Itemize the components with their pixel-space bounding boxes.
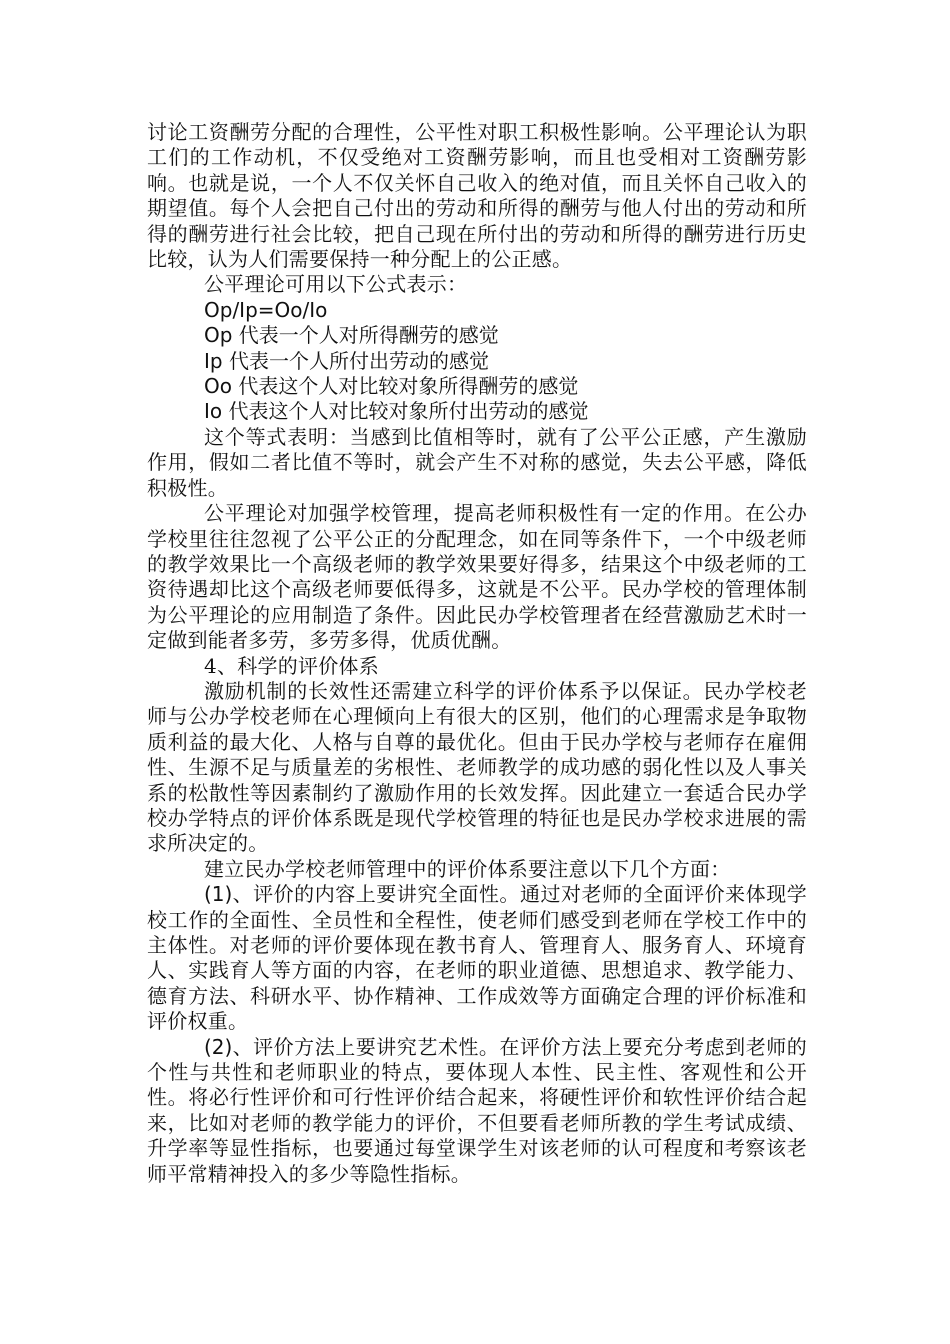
paragraph-equation-meaning: 这个等式表明：当感到比值相等时，就有了公平公正感，产生激励作用，假如二者比值不等时，就会产生不对称的感觉，失去公平感，降低积极性。 [147,424,807,500]
formula-line: Op/Ip=Oo/Io [204,297,328,322]
paragraph-evaluation-aspects-lead: 建立民办学校老师管理中的评价体系要注意以下几个方面： [204,856,731,881]
list-number: (2) [204,1034,233,1059]
paragraph-equity-theory-intro: 讨论工资酬劳分配的合理性，公平性对职工积极性影响。公平理论认为职工们的工作动机，不仅受绝对工资酬劳影响，而且也受相对工资酬劳影响。也就是说，一个人不仅关怀自己收入的绝对值，而且关怀自己收入的期望值。每个人会把自己付出的劳动和所得的酬劳与他人付出的劳动和所得的酬劳进行社会比较，把自己现在所付出的劳动和所得的酬劳进行历史比较，认为人们需要保持一种分配上的公正感。 [147,120,807,272]
formula-symbol: Io [204,399,223,424]
formula-symbol: Ip [204,348,223,373]
list-text: 、评价方法上要讲究艺术性。在评价方法上要充分考虑到老师的个性与共性和老师职业的特点，要体现人本性、民主性、客观性和公开性。将必行性评价和可行性评价结合起来，将硬性评价和软性评价结合起来，比如对老师的教学能力的评价，不但要看老师所教的学生考试成绩、升学率等显性指标，也要通过每堂课学生对该老师的认可程度和考察该老师平常精神投入的多少等隐性指标。 [147,1034,807,1186]
formula-description: 代表一个人对所得酬劳的感觉 [238,323,499,348]
formula-definition-io [147,399,807,424]
list-item-artistry [147,1035,807,1187]
formula-description: 代表这个人对比较对象所得酬劳的感觉 [238,374,579,399]
formula-symbol: Oo [204,374,232,399]
paragraph-formula-lead: 公平理论可用以下公式表示： [204,272,468,297]
section-heading-evaluation-system: 4、科学的评价体系 [204,653,379,678]
paragraph-school-management: 公平理论对加强学校管理，提高老师积极性有一定的作用。在公办学校里往往忽视了公平公正的分配理念，如在同等条件下，一个中级老师的教学效果比一个高级老师的教学效果要好得多，结果这个中级老师的工资待遇却比这个高级老师要低得多，这就是不公平。民办学校的管理体制为公平理论的应用制造了条件。因此民办学校管理者在经营激励艺术时一定做到能者多劳，多劳多得，优质优酬。 [147,501,807,653]
list-item-comprehensiveness [147,882,807,1034]
formula-description: 代表一个人所付出劳动的感觉 [228,348,489,373]
formula-description: 代表这个人对比较对象所付出劳动的感觉 [228,399,589,424]
formula-symbol: Op [204,323,233,348]
formula-definition-ip [147,349,807,374]
list-text: 、评价的内容上要讲究全面性。通过对老师的全面评价来体现学校工作的全面性、全员性和全程性，使老师们感受到老师在学校工作中的主体性。对老师的评价要体现在教书育人、管理育人、服务育人、环境育人、实践育人等方面的内容，在老师的职业道德、思想追求、教学能力、德育方法、科研水平、协作精神、工作成效等方面确定合理的评价标准和评价权重。 [147,882,807,1034]
paragraph-evaluation-system: 激励机制的长效性还需建立科学的评价体系予以保证。民办学校老师与公办学校老师在心理倾向上有很大的区别，他们的心理需求是争取物质利益的最大化、人格与自尊的最优化。但由于民办学校与老师存在雇佣性、生源不足与质量差的劣根性、老师教学的成功感的弱化性以及人事关系的松散性等因素制约了激励作用的长效发挥。因此建立一套适合民办学校办学特点的评价体系既是现代学校管理的特征也是民办学校求进展的需求所决定的。 [147,678,807,856]
formula-definition-oo [147,374,807,399]
list-number: (1) [204,882,233,907]
document-page [147,120,807,1187]
formula-definition-op [147,323,807,348]
